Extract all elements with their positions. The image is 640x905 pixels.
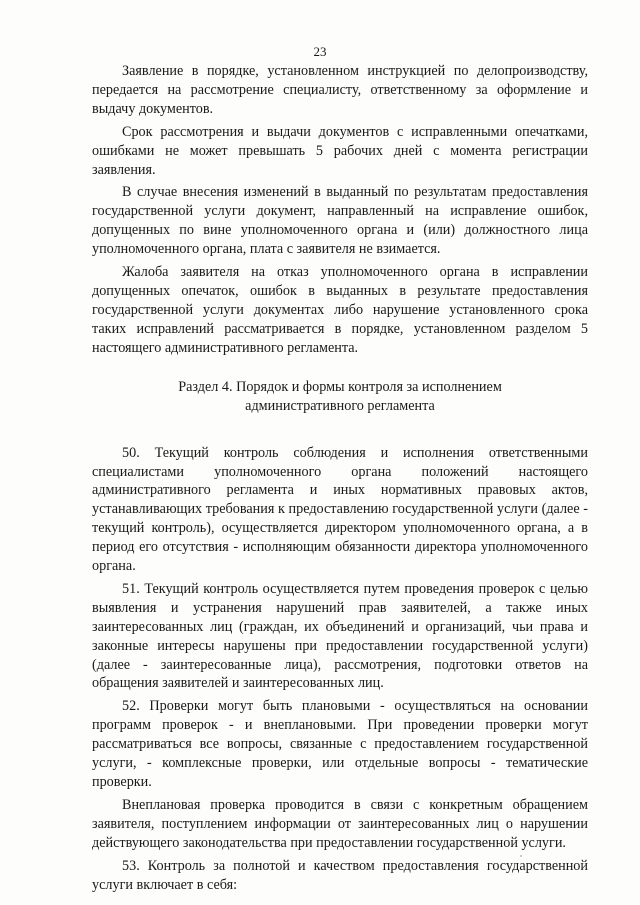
section-heading — [92, 378, 588, 416]
paragraph-unscheduled-check: Внеплановая проверка проводится в связи с конкретным обращением заявителя, поступлением информации от заинтересованных лиц о нарушении действующего законодательства при предоставлении государственной услуги. — [92, 796, 588, 851]
paragraph-application-procedure: Заявление в порядке, установленном инструкцией по делопроизводству, передается на рассмотрение специалисту, ответственному за оформление и выдачу документов. — [92, 63, 588, 117]
paragraph-51: 51. Текущий контроль осуществляется путем проведения проверок с целью выявления и устранения нарушений прав заявителей, а также иных заинтересованных лиц (граждан, их объединений и организаций, чьи права и законные интересы нарушены при предоставлении государственной услуги) (далее - заинтересованные лица), рассмотрения, подготовки ответов на обращения заявителей и заинтересованных лиц. — [92, 580, 588, 692]
paragraph-complaint: Жалоба заявителя на отказ уполномоченного органа в исправлении допущенных опечаток, ошибок в выданных в результате предоставления государственной услуги документах либо нарушение установленного срока таких исправлений рассматривается в порядке, установленном разделом 5 настоящего административного регламента. — [92, 264, 588, 356]
paragraph-no-fee: В случае внесения изменений в выданный по результатам предоставления государственной услуги документ, направленный на исправление ошибок, допущенных по вине уполномоченного органа и (или) должностного лица уполномоченного органа, плата с заявителя не взимается. — [92, 184, 588, 258]
page-number: 23 — [313, 44, 327, 59]
scan-speck — [520, 855, 522, 857]
document-body — [92, 62, 588, 898]
section-heading-line2: административного регламента — [245, 397, 435, 414]
paragraph-review-term: Срок рассмотрения и выдачи документов с исправленными опечатками, ошибками не может превышать 5 рабочих дней с момента регистрации заявления. — [92, 123, 588, 178]
paragraph-50: 50. Текущий контроль соблюдения и исполнения ответственными специалистами уполномоченного органа положений настоящего административного регламента и иных нормативных правовых актов, устанавливающих требования к предоставлению государственной услуги (далее - текущий контроль), осуществляется директором уполномоченного органа, а в период его отсутствия - исполняющим обязанности директора уполномоченного органа. — [92, 444, 588, 575]
paragraph-53: 53. Контроль за полнотой и качеством предоставления государственной услуги включает в себя: — [92, 857, 588, 893]
paragraph-52: 52. Проверки могут быть плановыми - осуществляться на основании программ проверок - и внеплановыми. При проведении проверки могут рассматриваться все вопросы, связанные с предоставлением государственной услуги, - комплексные проверки, или отдельные вопросы - тематические проверки. — [92, 698, 588, 790]
section-heading-line1: Раздел 4. Порядок и формы контроля за исполнением — [178, 378, 502, 395]
